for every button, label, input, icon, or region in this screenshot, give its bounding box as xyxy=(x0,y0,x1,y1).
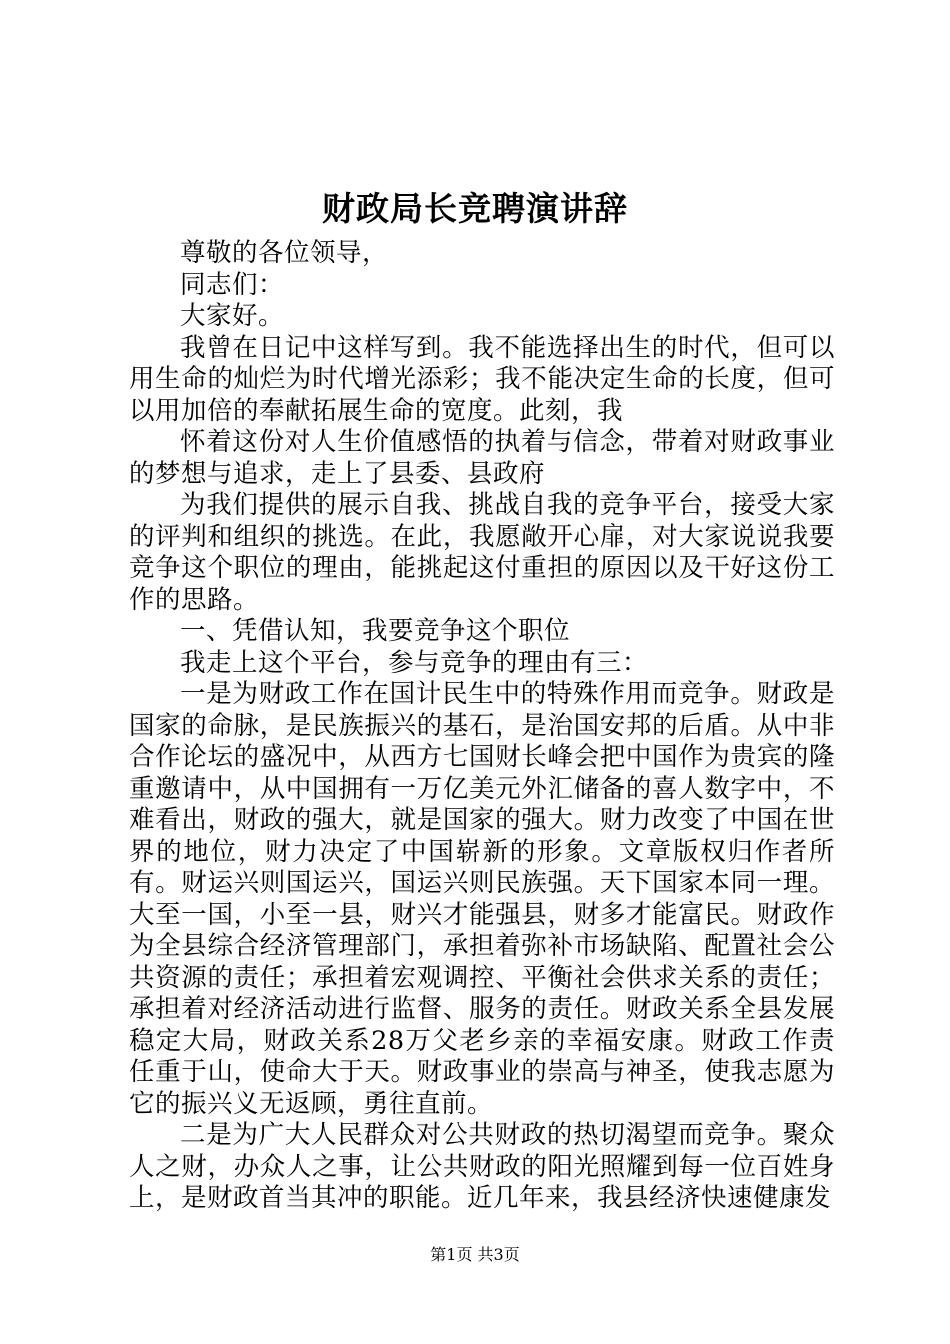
paragraph-platform: 为我们提供的展示自我、挑战自我的竞争平台，接受大家的评判和组织的挑选。在此，我愿敞开心扉，对大家说说我要竞争这个职位的理由，能挑起这付重担的原因以及干好这份工作的思路。 xyxy=(129,490,835,615)
page-number-footer: 第1页 共3页 xyxy=(430,1245,520,1264)
paragraph-reason-2: 二是为广大人民群众对公共财政的热切渴望而竞争。聚众人之财，办众人之事，让公共财政的阳光照耀到每一位百姓身上，是财政首当其冲的职能。近几年来，我县经济快速健康发 xyxy=(129,1120,835,1213)
paragraph-greeting: 大家好。 xyxy=(180,301,285,331)
section-heading-1: 一、凭借认知，我要竞争这个职位 xyxy=(180,616,571,646)
paragraph-salutation-comrades: 同志们： xyxy=(180,269,285,300)
document-title: 财政局长竞聘演讲辞 xyxy=(322,189,628,228)
paragraph-diary: 我曾在日记中这样写到。我不能选择出生的时代，但可以用生命的灿烂为时代增光添彩；我不能决定生命的长度，但可以用加倍的奉献拓展生命的宽度。此刻，我 xyxy=(129,332,835,426)
paragraph-belief: 怀着这份对人生价值感悟的执着与信念，带着对财政事业的梦想与追求，走上了县委、县政府 xyxy=(129,427,835,489)
paragraph-reasons-intro: 我走上这个平台，参与竞争的理由有三： xyxy=(180,647,649,678)
document-body xyxy=(129,238,835,1215)
paragraph-reason-1: 一是为财政工作在国计民生中的特殊作用而竞争。财政是国家的命脉，是民族振兴的基石，是治国安邦的后盾。从中非合作论坛的盛况中，从西方七国财长峰会把中国作为贵宾的隆重邀请中，从中国拥有一万亿美元外汇储备的喜人数字中，不难看出，财政的强大，就是国家的强大。财力改变了中国在世界的地位，财力决定了中国崭新的形象。文章版权归作者所有。财运兴则国运兴，国运兴则民族强。天下国家本同一理。大至一国，小至一县，财兴才能强县，财多才能富民。财政作为全县综合经济管理部门，承担着弥补市场缺陷、配置社会公共资源的责任；承担着宏观调控、平衡社会供求关系的责任；承担着对经济活动进行监督、服务的责任。财政关系全县发展稳定大局，财政关系28万父老乡亲的幸福安康。财政工作责任重于山，使命大于天。财政事业的崇高与神圣，使我志愿为它的振兴义无返顾，勇往直前。 xyxy=(129,679,835,1119)
paragraph-salutation-leaders: 尊敬的各位领导， xyxy=(180,238,389,268)
